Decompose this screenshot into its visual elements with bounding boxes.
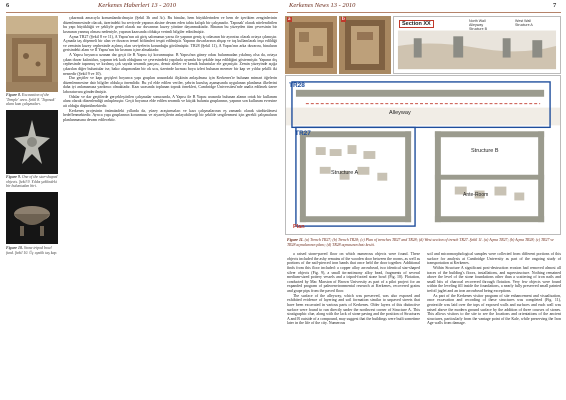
alleyway-label: Alleyway [389, 110, 411, 116]
structure-a-label: Structure A [331, 170, 359, 176]
figure-9-text: One of the star-shaped objects. Şekil 9. [6, 175, 58, 184]
figure-11a-photo [285, 16, 337, 74]
figure-9-label: Figure 9. [6, 175, 21, 179]
tr27-label: TR27 [295, 130, 311, 137]
structure-b-label: Structure B [471, 148, 499, 154]
inset-b-label: b [342, 17, 345, 22]
right-paragraph: As part of the Kerkenes visitor program of site enhancement and visualisation, once excavation and recording of these structures was completed (Fig. 11), geotextile was laid over the tops of exposed walls and surfaces and each wall was raised above the modern ground surface by the addition of three courses of stones. This allows visitors to the site to see the locations and orientations of the ancient structures, particularly from the vantage point of the Kale, while preserving the Iron Age walls from damage. [427, 292, 561, 326]
left-page-number: 6 [6, 2, 10, 9]
legend-item: North Wall [469, 19, 486, 23]
figure-10-photo [6, 192, 58, 244]
legend-item: Alleyway [469, 23, 484, 28]
left-paragraph: Açma TR27 (Şekil 8 ve 11), A Yapısı'nın ait giriş salonunun yarısı ile yapının geniş iç odasının bir ayrıntısı olarak ortaya çıkmıştır. Açmada taş döşemeli bir alan ve duvarın temel bölümleri tespit edilmiştir. Yapının duvarlarının ahşap ve taş kullanılarak inşa edildiği ve zeminin kuzey cephesinde açılmış olan seviyelerin korunduğu görülmüştür. TR28 (Şekil 11), A Yapısı'nın arka duvarını, binaların gerisindeki alanı ve II Yapısı'nın bir kısmını içine almaktadır. [63, 33, 277, 53]
right-paragraph: a raised stone-paved floor on which numerous objects were found. These objects included the ashy remains of the wooden door between the rooms, as well as portions of the nail-pierced iron bands that once held the door together. Additional finds from this floor included: a copper alloy arrowhead, two identical star-shaped silver objects (Fig. 9), a small tin-antimony alloy bead, fragments of several medium-sized pottery vessels and a tripod-footed stone bowl (Fig. 10). Flotation, conducted by Mac Marston of Brown University as part of a pilot project for an expanded program of paleoenvironmental research at Kerkenes, recovered grains and grape pips from the paved floor. [287, 252, 420, 293]
left-paragraph: Kerkenes projesinin önümüzdeki yıllarda da, yüzey araştırmaları ve kazı çalışmalarının eş zamanlı olarak sürdürülmesi hedeflenmektedir. Ayrıca yapı gruplarının korunması ve ziyaretçilerin anlayabileceği bir şekilde sergilenmesi için gerekli çalışmaların planlanmasına devam edilecektir. [63, 107, 277, 122]
figure-9-photo [6, 110, 58, 174]
figure-10-text2: Üç ayaklı taş kap. [29, 250, 58, 255]
figure-11-caption [287, 238, 561, 247]
figure-10-text: Stone tripod bowl fund. Şekil 10. [6, 246, 52, 255]
legend-item: Structure B [469, 27, 487, 32]
inset-a-label: a [288, 17, 291, 22]
figure-11-text: (a) Trench TR27; (b) Trench TR28; (c) Plan of trenches TR27 and TR28; (d) West section of trench TR27. Şekil 11. (a) Açma TR27; (b) Açma TR28; (c) TR27 ve TR28 açmalarının planı; (d) TR28 açmasının batı kesiti. [287, 238, 554, 247]
figure-8-caption [6, 93, 58, 107]
ante-room-label: Ante-Room [463, 192, 489, 198]
left-header-rule [6, 12, 278, 13]
figure-10-label: Figure 10. [6, 246, 23, 250]
figure-9-text2: Yıldız şeklindeki bir buluntudan biri. [6, 179, 57, 189]
right-body-column-right [427, 252, 561, 398]
section-label: Section XX [399, 20, 434, 28]
left-paragraph: Dar geçitler ve kapı geçişleri boyunca yapı grupları arasındaki ilişkinin anlaşılması için Kerkenes'te bulunan mimari öğelerin düzenlenmesine dair bilgiler oldukça önemlidir. Bu yıl elde edilen veriler, şehrin kuruluş aşamasında uygulanan planlama ilkelerini daha iyi anlamamıza yardımcı olmaktadır. Kazı sırasında toplanan toprak örnekleri, Cambridge Üniversitesi'nde analiz edilmek üzere laboratuvara gönderilmiştir. [63, 75, 277, 94]
plan-label: Plan [293, 224, 305, 230]
right-page [283, 0, 566, 400]
right-header-rule [287, 12, 561, 13]
figure-9-caption [6, 175, 58, 189]
legend-item: Structure A [515, 23, 533, 28]
figure-11-label: Figure 11. [287, 238, 304, 242]
left-running-title: Kerkenes Haberleri 13 - 2010 [98, 2, 176, 9]
right-paragraph: The surface of the alleyway, which was preserved, was also exposed and exhibited evidence of layering and soil formation similar to unpaved streets that have been excavated in various parts of Kerkenes. Older layers of this distinctive surface were found to run directly under the northwest corner of Structure A. This stratigraphic clue, along with the lack of stone paving and the position of Structures A and B outside of a compound, may suggest that the buildings were built sometime later in the life of the city. Numerous [287, 292, 420, 326]
section-legend-2 [515, 19, 533, 27]
right-body-column-left [287, 252, 420, 398]
figure-8-text2: 'Tapınak' alanı kazı çalışmaları. [6, 97, 56, 107]
right-paragraph: soil and micromorphological samples were collected from different portions of this surface for analysis at Cambridge University as part of the ongoing study of transportation at Kerkenes. [427, 252, 561, 266]
section-legend [469, 19, 487, 32]
left-body-column [63, 16, 277, 396]
right-paragraph: Within Structure A significant post-destruction erosion had removed almost all traces of the building's floors, installations, and superstructure. Nothing remained above the level of the stone foundations other than a scattering of iron nails and small bits of charcoal recovered through flotation. Very few objects were found within the leveling fill inside the foundations, a nearly fully preserved small painted trefoil juglet and an iron arrowhead being exceptions. [427, 264, 561, 293]
left-paragraph: Odalar ve dar geçitlerde gerçekleştirilen çalışmalar sonucunda, A Yapısı ile B Yapısı arasında bulunan alanın ortak bir kullanım alanı olarak düzenlendiği anlaşılmıştır. Geçit boyunca elde edilen seramik ve küçük buluntu gruplarının, yapının son kullanım evresine ait olduğu düşünülmektedir. [63, 93, 277, 108]
trench-plan [285, 75, 561, 235]
tr28-label: TR28 [289, 82, 305, 89]
legend-item: West Wall [515, 19, 531, 23]
left-paragraph: çıkarmak amacıyla konumlandırılmıştır (Şekil 3b and 3c). Bu binalar, hem büyüklerinden ve hem de içerikten zenginlerinin düzenlenmesinde olacak, üzerindeki bu seviyede yapının aksine devam eden tahta kalıplı bir çalışmadır. 'Tapınak' olarak nitelendirilen bu yapı büyüklüğü ve şekliyle genel olarak sur duvarının kuzey yönüne dayanmaktadır. Binanın bu yüzeyden tüm çevresinin bir kısmının yanmış olması nedeniyle, yapının kazısında oldukça verimli bilgiler edinilmiştir. [63, 16, 277, 34]
figure-8-text: Excavation of the 'Temple' area. Şekil 8. [6, 93, 50, 102]
right-running-title: Kerkenes News 13 - 2010 [289, 2, 356, 9]
figure-11b-photo [339, 16, 391, 74]
figure-10-caption [6, 246, 58, 255]
figure-8-label: Figure 8. [6, 93, 21, 97]
right-page-number: 7 [553, 2, 557, 9]
left-paragraph: A Yapısı boyunca uzanan dar geçit ile B Yapısı içi korunmuştur. B Yapısı'nın güney odası bulunmadan yıkılmış olsa da, ortaya çıkan duvar kalıntıları, yapının tek katlı olduğunu ve çevresindeki yapılarla uyumlu bir şekilde inşa edildiğini göstermiştir. Yapının dış cephesinde taşınmış ve kırılmış çok sayıda seramik parçası, demir aletler ve kemik buluntular ele geçmiştir. Zemin yüzeyinde açığa çıkarılan diğer buluntular ise, bakır alaşımından bir ok ucu, üzerinde kırmızı boya izleri bulunan mermer bir kap ve yıldız şekilli iki nesnedir (Şekil 9 ve 10). [63, 52, 277, 76]
figure-8-photo [6, 16, 58, 92]
